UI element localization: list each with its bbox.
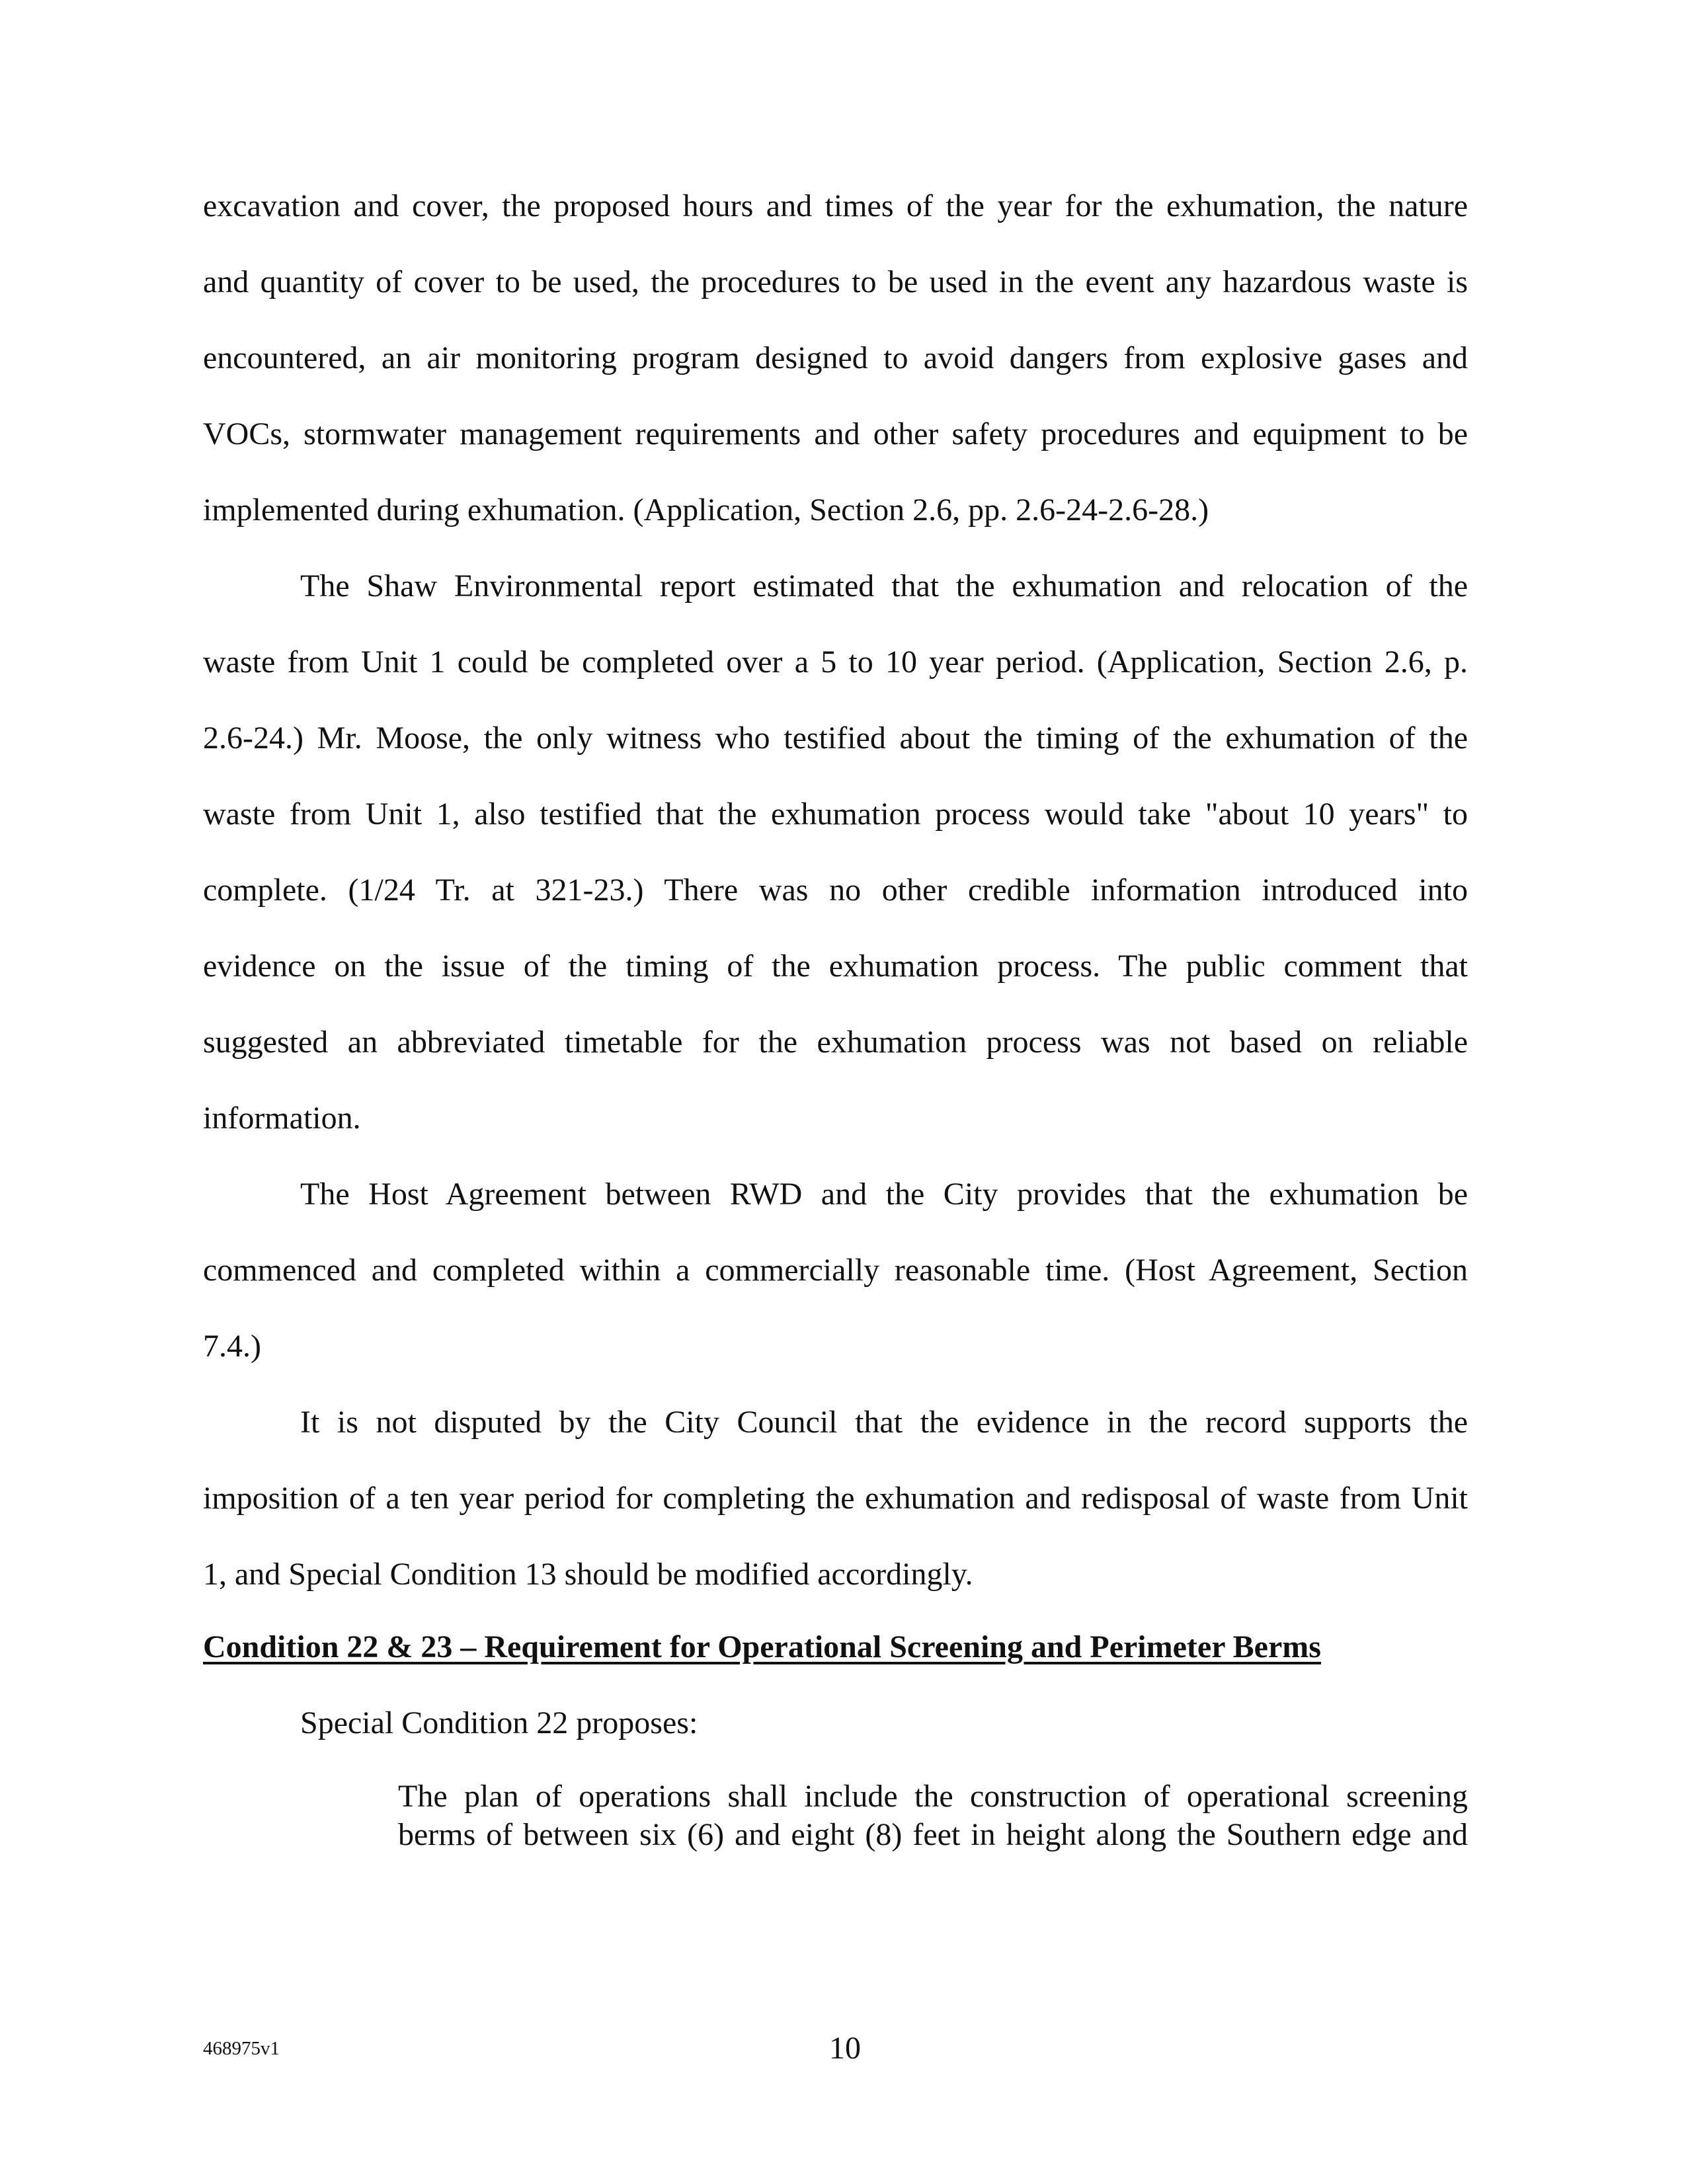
paragraph-3-line-2: commenced and completed within a commercially reasonable time. (Host Agreement, Section	[203, 1253, 1468, 1288]
paragraph-1-line-5: implemented during exhumation. (Application, Section 2.6, pp. 2.6-24-2.6-28.)	[203, 492, 1209, 527]
document-id: 468975v1	[203, 2038, 280, 2059]
paragraph-2-line-1: The Shaw Environmental report estimated that the exhumation and relocation of the	[300, 568, 1468, 604]
paragraph-4-line-2: imposition of a ten year period for completing the exhumation and redisposal of waste from Unit	[203, 1481, 1468, 1516]
block-quote-line-1: The plan of operations shall include the construction of operational screening	[398, 1779, 1468, 1814]
paragraph-2-line-2: waste from Unit 1 could be completed over a 5 to 10 year period. (Application, Section 2.6, p.	[203, 644, 1468, 680]
paragraph-3-line-1: The Host Agreement between RWD and the City provides that the exhumation be	[300, 1177, 1468, 1212]
page-number: 10	[829, 2031, 861, 2066]
paragraph-1-line-3: encountered, an air monitoring program designed to avoid dangers from explosive gases and	[203, 340, 1468, 375]
paragraph-1-line-2: and quantity of cover to be used, the procedures to be used in the event any hazardous waste is	[203, 264, 1468, 299]
paragraph-2-line-5: complete. (1/24 Tr. at 321-23.) There was no other credible information introduced into	[203, 873, 1468, 908]
section-heading: Condition 22 & 23 – Requirement for Operational Screening and Perimeter Berms	[203, 1629, 1321, 1664]
paragraph-4-line-1: It is not disputed by the City Council that the evidence in the record supports the	[300, 1405, 1468, 1440]
paragraph-2-line-7: suggested an abbreviated timetable for the exhumation process was not based on reliable	[203, 1025, 1468, 1060]
paragraph-2-line-6: evidence on the issue of the timing of the exhumation process. The public comment that	[203, 949, 1468, 984]
paragraph-2-line-4: waste from Unit 1, also testified that the exhumation process would take "about 10 years" to	[203, 797, 1468, 832]
paragraph-2-line-3: 2.6-24.) Mr. Moose, the only witness who testified about the timing of the exhumation of the	[203, 721, 1468, 756]
paragraph-4-line-3: 1, and Special Condition 13 should be modified accordingly.	[203, 1557, 973, 1592]
paragraph-2-line-8: information.	[203, 1101, 361, 1136]
paragraph-1-line-1: excavation and cover, the proposed hours and times of the year for the exhumation, the nature	[203, 188, 1468, 223]
block-quote-line-2: berms of between six (6) and eight (8) feet in height along the Southern edge and	[398, 1817, 1468, 1852]
special-condition-intro: Special Condition 22 proposes:	[300, 1705, 698, 1740]
paragraph-1-line-4: VOCs, stormwater management requirements and other safety procedures and equipment to be	[203, 416, 1468, 451]
paragraph-3-line-3: 7.4.)	[203, 1329, 261, 1364]
